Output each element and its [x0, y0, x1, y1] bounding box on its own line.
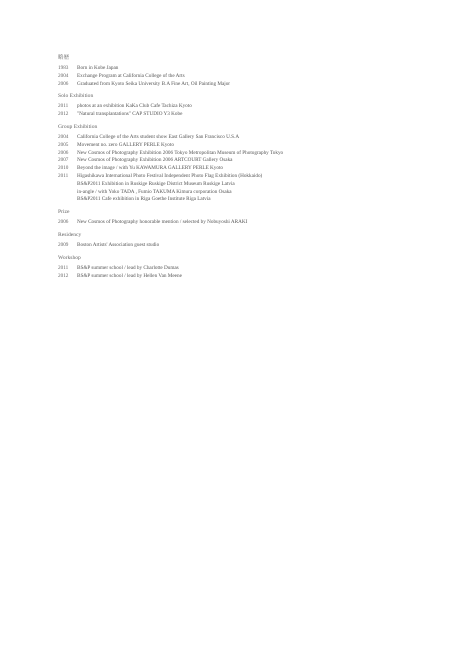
group-entry-continued: BS&P2011 Cafe exhibition in Riga Goethe Institute Riga Latvia	[77, 196, 211, 203]
group-entry	[58, 165, 448, 173]
workshop-entry	[58, 265, 448, 273]
entry-text: Higashikawa International Photo Festival Independent Photo Flag Exhibition (Hokkaido)	[77, 172, 263, 179]
entry-text: BS&P summer school / lead by Charlotte Dumas	[77, 264, 179, 271]
prize-entry	[58, 219, 448, 227]
solo-entry	[58, 103, 448, 111]
entry-text: "Natural transplantations" CAP STUDIO Y3 Kobe	[77, 111, 183, 118]
prize-heading: Prize	[58, 209, 70, 216]
group-entry-continued: in-angle / with Yoko TADA , Fumio TAKUMA Kimura corporation Osaka	[77, 188, 232, 195]
entry-text: photos at an exhibition KaKa Club Cafe Tachiza Kyoto	[77, 103, 192, 110]
group-entry	[58, 142, 448, 150]
entry-text: Boston Artists' Association guest studio	[77, 241, 160, 248]
entry-text: Beyond the image / with Yu KAWAMURA GALLERY PERLE Kyoto	[77, 165, 224, 172]
entry-year: 1983	[58, 65, 69, 71]
group-entry	[58, 134, 448, 142]
entry-year: 2007	[58, 157, 69, 164]
entry-year: 2005	[58, 141, 69, 148]
residency-entry	[58, 242, 448, 250]
entry-text: New Cosmos of Photography honorable mention / selected by Nobuyoshi ARAKI	[77, 219, 248, 226]
group-entry	[58, 157, 448, 165]
group-entry-continued: BS&P2011 Exhibition in Ruskige Ruskige District Museum Ruskige Latvia	[77, 180, 235, 187]
entry-text: Graduated from Kyoto Seika University B.A Fine Art, Oil Painting Major	[77, 80, 231, 87]
entry-year: 2004	[58, 133, 69, 140]
entry-text: New Cosmos of Photography Exhibition 2006 ARTCOURT Gallery Osaka	[77, 157, 233, 164]
entry-year: 2006	[58, 149, 69, 156]
group-exhibition-heading: Group Exhibition	[58, 123, 98, 130]
entry-year: 2011	[58, 172, 69, 179]
bio-entry	[58, 81, 448, 89]
entry-year: 2009	[58, 241, 69, 248]
residency-heading: Residency	[58, 231, 82, 238]
workshop-heading: Workshop	[58, 254, 81, 261]
solo-entry	[58, 111, 448, 119]
entry-year: 2011	[58, 103, 69, 110]
entry-text: California College of the Arts student show East Gallery San Francisco U.S.A	[77, 133, 240, 140]
entry-year: 2012	[58, 111, 69, 118]
bio-heading: 略歴	[58, 55, 70, 61]
entry-text: Exchange Program at California College of the Arts	[77, 72, 185, 79]
entry-year: 2006	[58, 219, 69, 226]
entry-text: BS&P summer school / lead by Hellen Van Meene	[77, 272, 182, 279]
solo-exhibition-heading: Solo Exhibition	[58, 93, 94, 100]
entry-year: 2011	[58, 264, 69, 271]
entry-year: 2006	[58, 80, 69, 87]
group-entry	[58, 173, 448, 181]
entry-year: 2012	[58, 272, 69, 279]
entry-text: Born in Kobe Japan	[77, 65, 119, 71]
bio-entry	[58, 73, 448, 81]
cv-document	[58, 54, 448, 280]
entry-year: 2010	[58, 165, 69, 172]
entry-text: Movement no. zero GALLERY PERLE Kyoto	[77, 141, 174, 148]
entry-text: New Cosmos of Photography Exhibition 2006 Tokyo Metropolitan Museum of Photography Tokyo	[77, 149, 284, 156]
entry-year: 2004	[58, 72, 69, 79]
workshop-entry	[58, 273, 448, 281]
bio-entry	[58, 65, 448, 73]
